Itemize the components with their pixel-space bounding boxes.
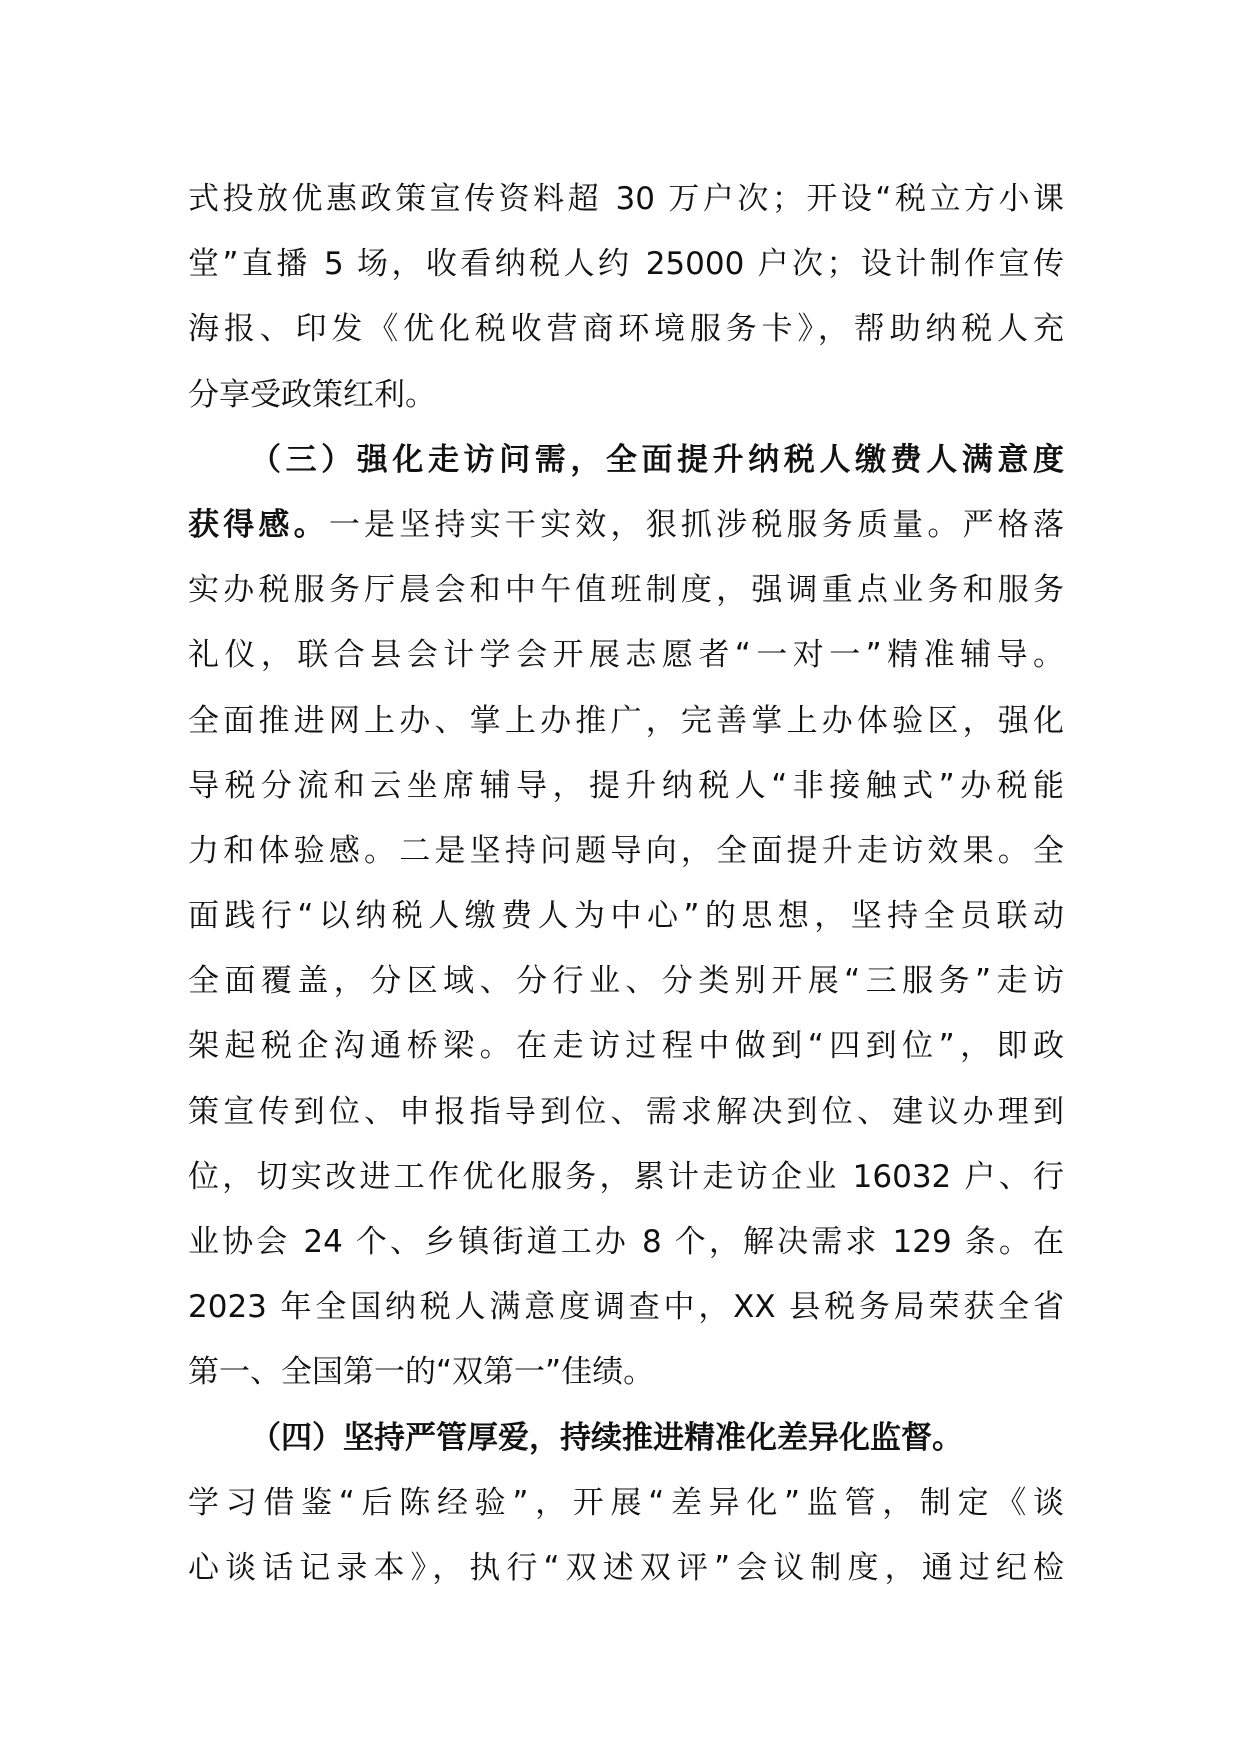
text-line: 业协会 24 个、乡镇街道工办 8 个，解决需求 129 条。在 <box>188 1224 1064 1260</box>
text-line: 2023 年全国纳税人满意度调查中，XX 县税务局荣获全省 <box>188 1289 1064 1326</box>
text-line: 海报、印发《优化税收营商环境服务卡》，帮助纳税人充 <box>188 311 1064 348</box>
text-line: 学习借鉴“后陈经验”，开展“差异化”监管，制定《谈 <box>188 1484 1064 1521</box>
text-line: 分享受政策红利。 <box>188 376 436 413</box>
text-line: 全面推进网上办、掌上办推广，完善掌上办体验区，强化 <box>188 702 1064 739</box>
section-heading-3-end: 获得感。 <box>188 506 329 543</box>
text-line: 式投放优惠政策宣传资料超 30 万户次；开设“税立方小课 <box>188 181 1064 217</box>
text-line: 心谈话记录本》，执行“双述双评”会议制度，通过纪检 <box>188 1549 1064 1586</box>
text-line: 礼仪，联合县会计学会开展志愿者“一对一”精准辅导。 <box>188 637 1064 674</box>
text-line: 导税分流和云坐席辅导，提升纳税人“非接触式”办税能 <box>188 767 1064 804</box>
section-heading-3: （三）强化走访问需，全面提升纳税人缴费人满意度 <box>250 441 1064 478</box>
text-line: 策宣传到位、申报指导到位、需求解决到位、建议办理到 <box>188 1093 1064 1130</box>
text-line: 架起税企沟通桥梁。在走访过程中做到“四到位”，即政 <box>188 1028 1064 1065</box>
text-line: 实办税服务厅晨会和中午值班制度，强调重点业务和服务 <box>188 572 1064 609</box>
section-heading-4: （四）坚持严管厚爱，持续推进精准化差异化监督。 <box>250 1419 963 1456</box>
text-line: 堂”直播 5 场，收看纳税人约 25000 户次；设计制作宣传 <box>188 246 1064 283</box>
text-segment: 一是坚持实干实效，狠抓涉税服务质量。严格落 <box>328 506 1065 543</box>
text-line: 力和体验感。二是坚持问题导向，全面提升走访效果。全 <box>188 832 1064 869</box>
text-line: 第一、全国第一的“双第一”佳绩。 <box>188 1354 655 1391</box>
text-line: 面践行“以纳税人缴费人为中心”的思想，坚持全员联动 <box>188 898 1064 935</box>
text-line <box>188 493 1064 558</box>
document-body <box>188 167 1064 1601</box>
text-line: 位，切实改进工作优化服务，累计走访企业 16032 户、行 <box>188 1158 1064 1195</box>
text-line: 全面覆盖，分区域、分行业、分类别开展“三服务”走访 <box>188 963 1064 1000</box>
